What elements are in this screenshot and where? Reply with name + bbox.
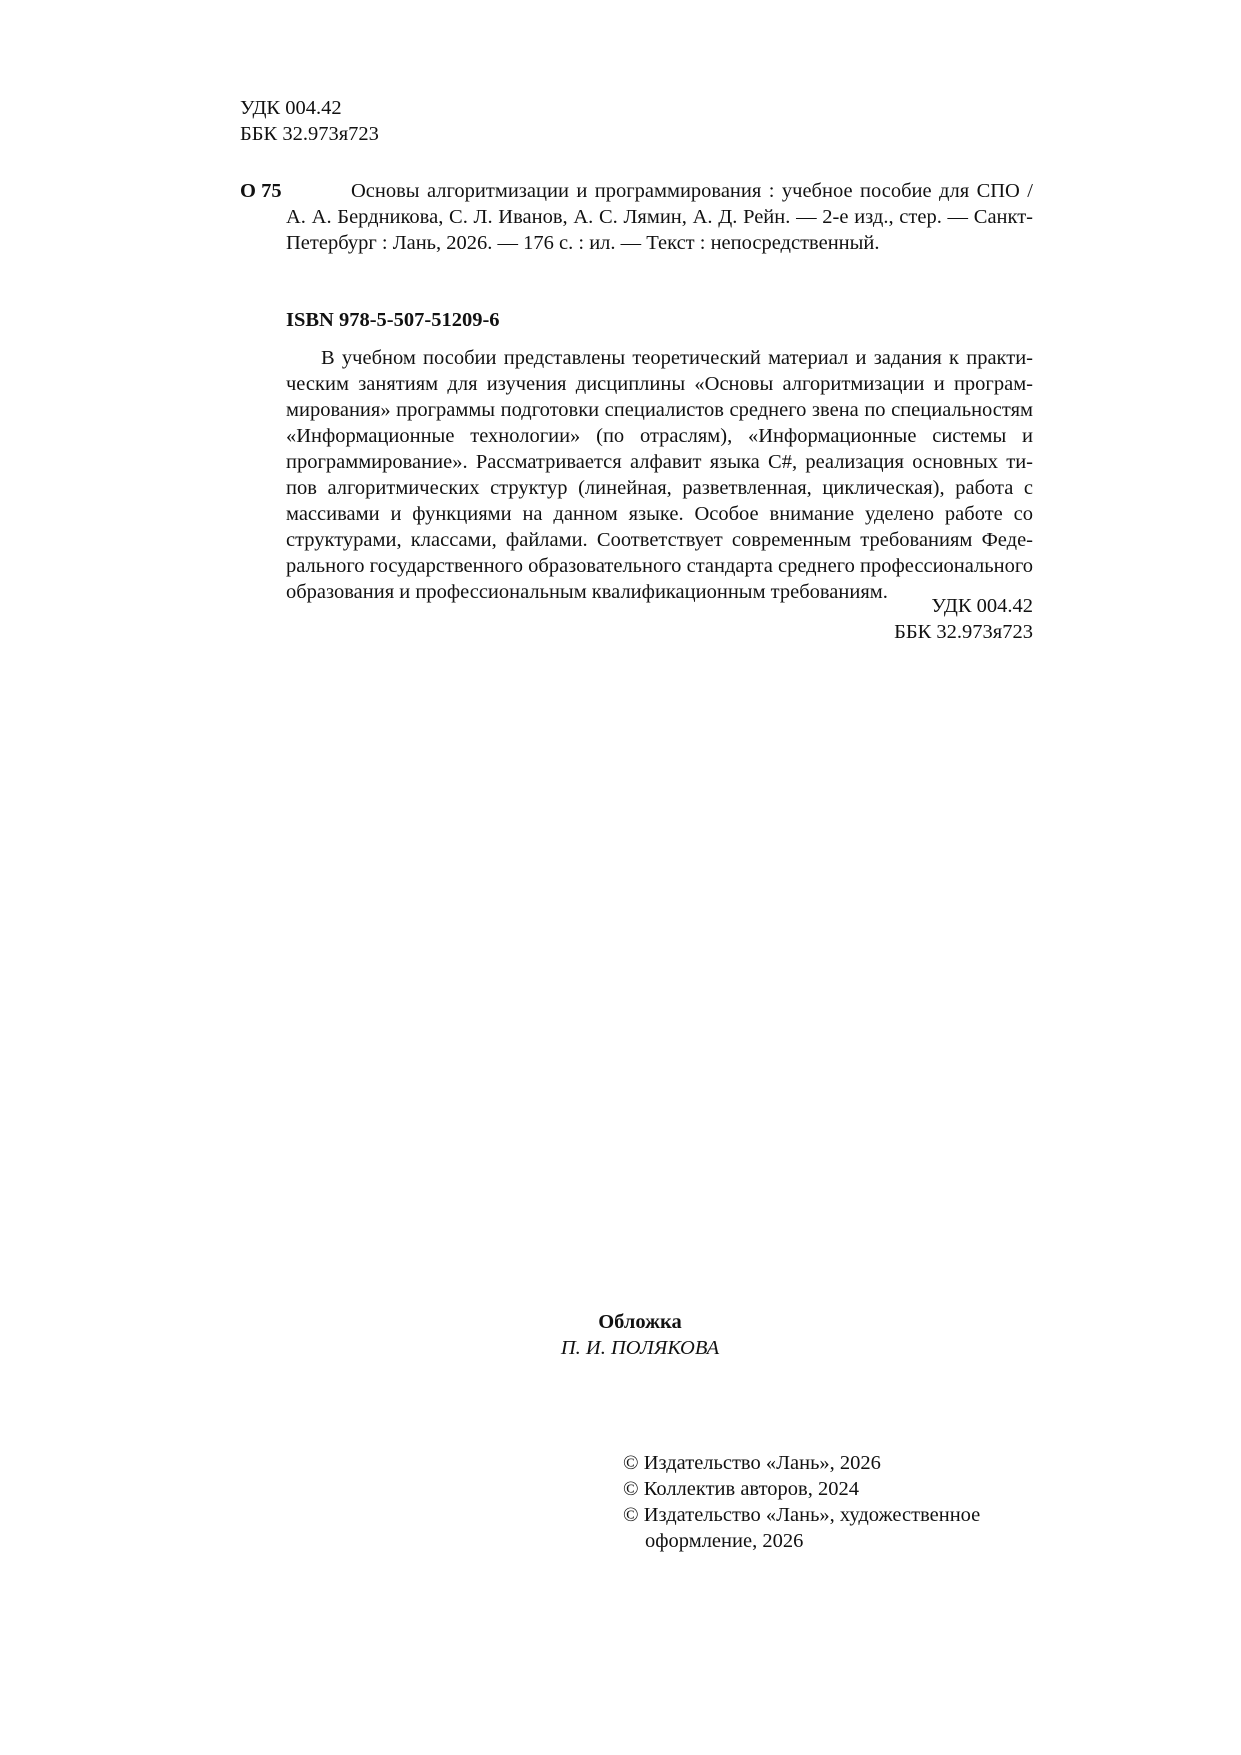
author-mark: О 75 — [240, 180, 282, 202]
bibliographic-description: Основы алгоритмизации и программирования : учебное пособие для СПО / А. А. Бердникова, С. Л. Иванов, А. С. Лямин, А. Д. Рейн. — 2-е изд., стер. — Санкт-Петербург : Лань, 2026. — 176 с. : ил. — Текст : непосредственный. — [286, 180, 1033, 254]
cover-credit — [420, 1309, 860, 1361]
copyright-line: © Издательство «Лань», художественное оформление, 2026 — [623, 1504, 981, 1552]
annotation — [286, 345, 1033, 605]
cover-designer-name: П. И. ПОЛЯКОВА — [560, 1337, 720, 1359]
top-classification-codes — [240, 95, 640, 147]
udk-code-bottom: УДК 004.42 — [931, 595, 1033, 617]
udk-code: УДК 004.42 — [240, 97, 342, 119]
bbk-code: ББК 32.973я723 — [240, 123, 379, 145]
bbk-code-bottom: ББК 32.973я723 — [894, 621, 1033, 643]
copyright-line: © Коллектив авторов, 2024 — [623, 1478, 859, 1500]
isbn: ISBN 978-5-507-51209-6 — [286, 309, 500, 331]
bottom-classification-codes — [786, 593, 1033, 645]
copyright-block — [623, 1450, 1023, 1554]
annotation-text: В учебном пособии представлены теоретический материал и задания к практическим занятиям для изучения дисциплины «Основы алгоритмизации и программирования» программы подготовки специалистов среднего звена по специальностям «Информационные технологии» (по отраслям), «Информационные системы и программирование». Рассматривается алфавит языка C#, реализация основных типов алгоритмических структур (линейная, разветвленная, циклическая), работа с массивами и функциями на данном языке. Особое внимание уделено работе со структурами, классами, файлами. Соответствует современным требованиям Федерального государственного образовательного стандарта среднего профессионального образования и профессиональным квалификационным требованиям. — [286, 347, 1033, 603]
copyright-line: © Издательство «Лань», 2026 — [623, 1452, 881, 1474]
bibliographic-entry — [286, 178, 1033, 256]
cover-label: Обложка — [598, 1311, 682, 1333]
